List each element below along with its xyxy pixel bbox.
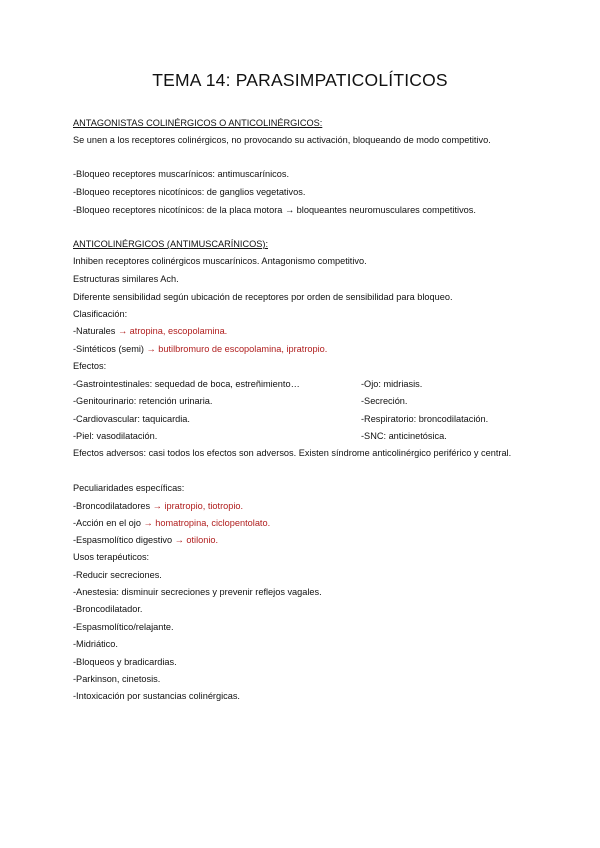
bronco-drugs: → ipratropio, tiotropio. — [152, 501, 244, 511]
naturales-drugs: → atropina, escopolamina. — [117, 326, 228, 336]
sinteticos-drugs: → butilbromuro de escopolamina, ipratropio. — [146, 344, 328, 354]
section1-item: -Bloqueo receptores nicotínicos: de ganglios vegetativos. — [73, 187, 306, 197]
ojo-label: -Acción en el ojo — [73, 518, 144, 528]
section2-line: Clasificación: — [73, 309, 128, 319]
uso-item: -Espasmolítico/relajante. — [73, 622, 174, 632]
section1-item: -Bloqueo receptores muscarínicos: antimuscarínicos. — [73, 169, 290, 179]
usos-label: Usos terapéuticos: — [73, 552, 150, 562]
efectos-label: Efectos: — [73, 361, 107, 371]
uso-item: -Intoxicación por sustancias colinérgicas. — [73, 691, 240, 701]
ojo-drugs: → homatropina, ciclopentolato. — [143, 518, 271, 528]
efecto-left: -Gastrointestinales: sequedad de boca, estreñimiento… — [73, 379, 300, 389]
espasmo-drugs: → otilonio. — [174, 535, 219, 545]
espasmo-label: -Espasmolítico digestivo — [73, 535, 175, 545]
peculiaridad-bronco — [73, 500, 243, 512]
section2-line: Inhiben receptores colinérgicos muscarínicos. Antagonismo competitivo. — [73, 256, 367, 266]
section2-line: Diferente sensibilidad según ubicación de receptores por orden de sensibilidad para bloqueo. — [73, 292, 453, 302]
efecto-right: -Secreción. — [361, 396, 408, 406]
sinteticos-label: -Sintéticos (semi) — [73, 344, 147, 354]
uso-item: -Midriático. — [73, 639, 118, 649]
page-title: TEMA 14: PARASIMPATICOLÍTICOS — [152, 70, 448, 90]
peculiaridad-ojo — [73, 517, 270, 529]
section2-line: Estructuras similares Ach. — [73, 274, 179, 284]
peculiaridad-espasmo — [73, 534, 218, 546]
efecto-left: -Cardiovascular: taquicardia. — [73, 414, 190, 424]
section1-heading: ANTAGONISTAS COLINÉRGICOS O ANTICOLINÉRGICOS: — [73, 118, 323, 128]
uso-item: -Anestesia: disminuir secreciones y prevenir reflejos vagales. — [73, 587, 322, 597]
peculiaridades-label: Peculiaridades específicas: — [73, 483, 185, 493]
section2-heading: ANTICOLINÉRGICOS (ANTIMUSCARÍNICOS): — [73, 239, 268, 249]
section1-item: -Bloqueo receptores nicotínicos: de la placa motora → bloqueantes neuromusculares competitivos. — [73, 205, 476, 215]
efecto-right: -Ojo: midriasis. — [361, 379, 423, 389]
efecto-right: -SNC: anticinetósica. — [361, 431, 447, 441]
naturales-label: -Naturales — [73, 326, 118, 336]
section1-intro: Se unen a los receptores colinérgicos, no provocando su activación, bloqueando de modo competitivo. — [73, 135, 491, 145]
efecto-left: -Piel: vasodilatación. — [73, 431, 158, 441]
clasificacion-sinteticos — [73, 343, 327, 355]
uso-item: -Broncodilatador. — [73, 604, 143, 614]
efecto-right: -Respiratorio: broncodilatación. — [361, 414, 489, 424]
clasificacion-naturales — [73, 325, 227, 337]
uso-item: -Parkinson, cinetosis. — [73, 674, 161, 684]
bronco-label: -Broncodilatadores — [73, 501, 153, 511]
uso-item: -Bloqueos y bradicardias. — [73, 657, 177, 667]
efectos-adversos: Efectos adversos: casi todos los efectos son adversos. Existen síndrome anticolinérgico periférico y central. — [73, 448, 512, 458]
efecto-left: -Genitourinario: retención urinaria. — [73, 396, 213, 406]
uso-item: -Reducir secreciones. — [73, 570, 162, 580]
